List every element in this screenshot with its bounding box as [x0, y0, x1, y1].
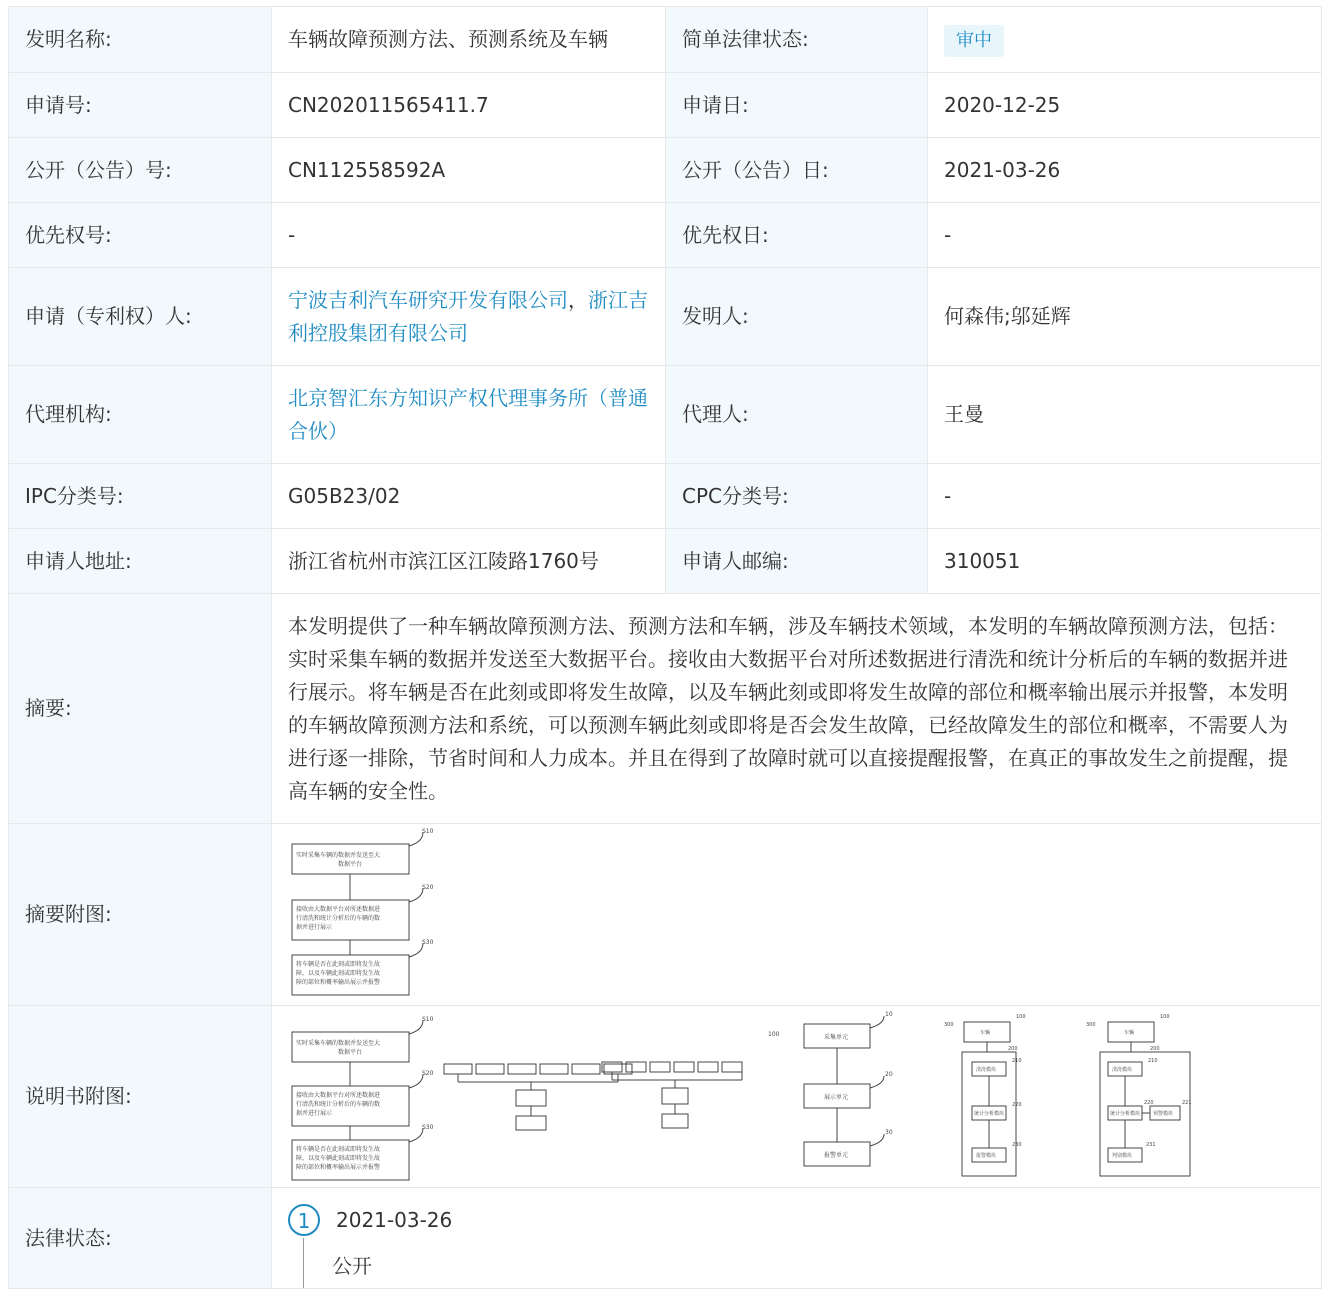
spec-step-id-s20: S20	[422, 1070, 434, 1077]
timeline-status: 公开	[332, 1254, 372, 1278]
spec-figure-2	[444, 1064, 632, 1130]
label-ipc: IPC分类号:	[9, 464, 272, 529]
spec-figures[interactable]	[288, 1006, 1305, 1187]
label-application-date: 申请日:	[666, 73, 928, 138]
timeline-date: 2021-03-26	[336, 1208, 453, 1232]
spec-step-id-s10: S10	[422, 1016, 434, 1023]
fig6-mod-clean: 清洗模块	[1112, 1067, 1133, 1073]
value-invention-name: 车辆故障预测方法、预测系统及车辆	[272, 7, 666, 73]
fig5-mid-id: 200	[1008, 1046, 1018, 1052]
fig5-id-210: 210	[1012, 1058, 1022, 1064]
row-invention-name	[9, 7, 1322, 73]
row-legal-status	[9, 1188, 1322, 1289]
label-priority-number: 优先权号:	[9, 203, 272, 268]
status-badge: 审中	[944, 25, 1004, 57]
value-inventor: 何森伟;邬延辉	[928, 268, 1322, 366]
value-postcode: 310051	[928, 529, 1322, 594]
spec-step-s10-line1: 实时采集车辆的数据并发送至大	[296, 1040, 381, 1047]
value-priority-number: -	[272, 203, 666, 268]
row-publication-number	[9, 138, 1322, 203]
patent-info-table	[8, 6, 1322, 1289]
step-s10-line2: 数据平台	[338, 861, 363, 868]
fig6-id-231: 231	[1146, 1142, 1156, 1148]
row-priority	[9, 203, 1322, 268]
value-ipc: G05B23/02	[272, 464, 666, 529]
spec-step-s30-line2: 障，以及车辆此刻或即将发生故	[296, 1155, 381, 1162]
spec-step-s30-line3: 障的部位和概率输出展示并报警	[296, 1164, 381, 1171]
timeline-step-number: 1	[288, 1204, 320, 1236]
row-abstract	[9, 594, 1322, 824]
value-address: 浙江省杭州市滨江区江陵路1760号	[272, 529, 666, 594]
applicant-link-1[interactable]: 宁波吉利汽车研究开发有限公司	[288, 287, 568, 312]
value-agent: 王曼	[928, 366, 1322, 464]
value-publication-number: CN112558592A	[272, 138, 666, 203]
label-postcode: 申请人邮编:	[666, 529, 928, 594]
spec-step-id-s30: S30	[422, 1124, 434, 1131]
row-application-number	[9, 73, 1322, 138]
value-application-date: 2020-12-25	[928, 73, 1322, 138]
value-priority-date: -	[928, 203, 1322, 268]
row-spec-figures	[9, 1006, 1322, 1188]
fig5-mod-stat: 统计分析模块	[974, 1111, 1005, 1117]
spec-step-s20-line2: 行清洗和统计分析后的车辆的数	[296, 1101, 381, 1108]
fig5-ref: 300	[944, 1022, 954, 1028]
fig5-id-230: 230	[1012, 1142, 1022, 1148]
unit-id-20: 20	[885, 1071, 893, 1078]
abstract-figure[interactable]	[288, 824, 1305, 1005]
label-agency: 代理机构:	[9, 366, 272, 464]
value-cpc: -	[928, 464, 1322, 529]
label-applicant: 申请（专利权）人:	[9, 268, 272, 366]
label-application-number: 申请号:	[9, 73, 272, 138]
legal-timeline	[288, 1188, 1305, 1288]
spec-figure-3	[602, 1062, 742, 1128]
value-publication-date: 2021-03-26	[928, 138, 1322, 203]
fig5-id-220: 220	[1012, 1102, 1022, 1108]
step-id-s10: S10	[422, 828, 434, 835]
label-priority-date: 优先权日:	[666, 203, 928, 268]
label-inventor: 发明人:	[666, 268, 928, 366]
spec-step-s10-line2: 数据平台	[338, 1049, 363, 1056]
row-address	[9, 529, 1322, 594]
fig4-ref: 100	[768, 1031, 780, 1038]
agency-link[interactable]: 北京智汇东方知识产权代理事务所（普通合伙）	[288, 385, 648, 443]
label-legal-status-simple: 简单法律状态:	[666, 7, 928, 73]
unit-collect: 采集单元	[824, 1034, 849, 1041]
step-s30-line3: 障的部位和概率输出展示并报警	[296, 979, 381, 986]
unit-display: 展示单元	[824, 1094, 849, 1101]
fig6-id-220: 220	[1144, 1100, 1154, 1106]
applicant-separator: ，	[568, 287, 588, 312]
fig6-side-module: 预警模块	[1153, 1111, 1174, 1117]
label-invention-name: 发明名称:	[9, 7, 272, 73]
timeline-connector	[303, 1238, 304, 1288]
label-abstract: 摘要:	[9, 594, 272, 824]
spec-step-s20-line1: 接收由大数据平台对所述数据进	[296, 1092, 381, 1099]
unit-alarm: 报警单元	[824, 1152, 849, 1159]
value-application-number: CN202011565411.7	[272, 73, 666, 138]
spec-step-s20-line3: 据并进行展示	[296, 1110, 333, 1117]
step-s30-line1: 将车辆是否在此刻或即将发生故	[296, 961, 381, 968]
applicant-link-2[interactable]: 浙江吉利控股集团有限公司	[288, 287, 648, 345]
label-agent: 代理人:	[666, 366, 928, 464]
step-id-s20: S20	[422, 884, 434, 891]
fig6-vehicle-id: 100	[1160, 1014, 1170, 1020]
fig6-ref: 300	[1086, 1022, 1096, 1028]
fig6-mod-stat: 统计分析模块	[1110, 1111, 1141, 1117]
fig6-vehicle: 车辆	[1124, 1030, 1135, 1036]
abstract-flowchart	[288, 824, 458, 1005]
fig6-mid-id: 200	[1150, 1046, 1160, 1052]
step-s20-line1: 接收由大数据平台对所述数据进	[296, 906, 381, 913]
label-publication-number: 公开（公告）号:	[9, 138, 272, 203]
label-legal-status: 法律状态:	[9, 1188, 272, 1289]
fig6-side-id-221: 221	[1182, 1100, 1192, 1106]
row-agency	[9, 366, 1322, 464]
value-applicant	[272, 268, 666, 366]
value-abstract: 本发明提供了一种车辆故障预测方法、预测方法和车辆，涉及车辆技术领域，本发明的车辆故障预测方法，包括：实时采集车辆的数据并发送至大数据平台。接收由大数据平台对所述数据进行清洗和统计分析后的车辆的数据并进行展示。将车辆是否在此刻或即将发生故障，以及车辆此刻或即将发生故障的部位和概率输出展示并报警，本发明的车辆故障预测方法和系统，可以预测车辆此刻或即将是否会发生故障，已经故障发生的部位和概率，不需要人为进行逐一排除，节省时间和人力成本。并且在得到了故障时就可以直接提醒报警，在真正的事故发生之前提醒，提高车辆的安全性。	[272, 594, 1322, 824]
unit-id-10: 10	[885, 1011, 893, 1018]
spec-step-s30-line1: 将车辆是否在此刻或即将发生故	[296, 1146, 381, 1153]
label-address: 申请人地址:	[9, 529, 272, 594]
row-abstract-figure	[9, 824, 1322, 1006]
row-applicant	[9, 268, 1322, 366]
step-s20-line2: 行清洗和统计分析后的车辆的数	[296, 915, 381, 922]
unit-id-30: 30	[885, 1129, 893, 1136]
spec-figures-strip	[288, 1006, 1308, 1187]
step-s30-line2: 障，以及车辆此刻或即将发生故	[296, 970, 381, 977]
fig6-id-210: 210	[1148, 1058, 1158, 1064]
row-ipc	[9, 464, 1322, 529]
fig5-mod-clean: 清洗模块	[976, 1067, 997, 1073]
label-abstract-figure: 摘要附图:	[9, 824, 272, 1006]
step-s10-line1: 实时采集车辆的数据并发送至大	[296, 852, 381, 859]
label-publication-date: 公开（公告）日:	[666, 138, 928, 203]
step-id-s30: S30	[422, 939, 434, 946]
fig6-mod-judge: 判别模块	[1112, 1153, 1133, 1159]
step-s20-line3: 据并进行展示	[296, 924, 333, 931]
fig5-vehicle: 车辆	[980, 1030, 991, 1036]
label-cpc: CPC分类号:	[666, 464, 928, 529]
label-spec-figures: 说明书附图:	[9, 1006, 272, 1188]
fig5-mod-alarm: 报警模块	[976, 1153, 997, 1159]
fig5-vehicle-id: 100	[1016, 1014, 1026, 1020]
